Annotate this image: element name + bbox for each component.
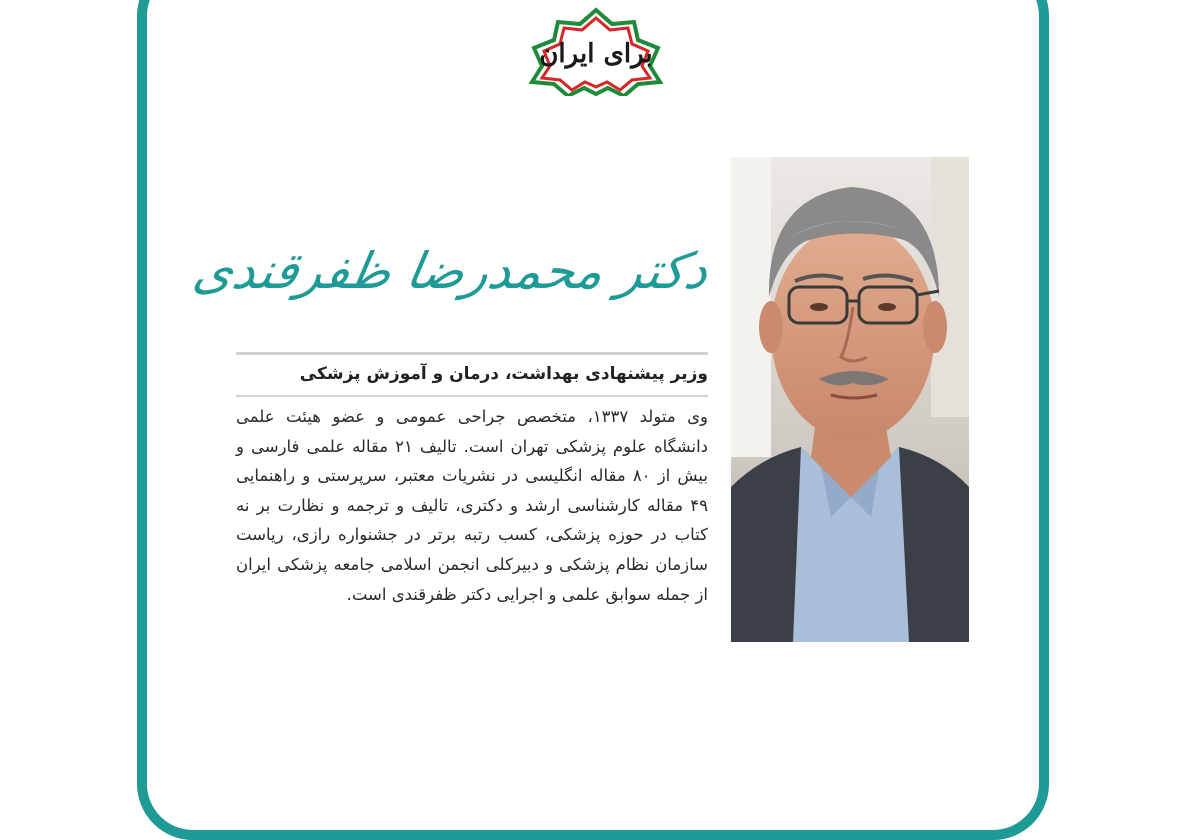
biography-text: وی متولد ۱۳۳۷، متخصص جراحی عمومی و عضو هیئت علمی دانشگاه علوم پزشکی تهران است. تالیف ۲۱ مقاله علمی فارسی و بیش از ۸۰ مقاله انگلیسی در نشریات معتبر، سرپرستی و راهنمایی ۴۹ مقاله کارشناسی ارشد و دکتری، تالیف و ترجمه و نظارت بر نه کتاب در حوزه پزشکی، کسب رتبه برتر در جشنواره رازی، ریاست سازمان نظام پزشکی و دبیرکلی انجمن اسلامی جامعه پزشکی ایران از جمله سوابق علمی و اجرایی دکتر ظفرقندی است. xyxy=(236,407,709,604)
portrait-photo xyxy=(731,157,969,642)
position-title: وزیر پیشنهادی بهداشت، درمان و آموزش پزشکی xyxy=(299,364,708,384)
person-name: دکتر محمدرضا ظفرقندی xyxy=(189,242,714,300)
name-calligraphy xyxy=(189,212,714,330)
logo-text: برای ایران xyxy=(539,39,653,69)
divider-top xyxy=(236,352,708,355)
bara-iran-logo xyxy=(512,4,680,96)
divider-bottom xyxy=(236,395,708,397)
